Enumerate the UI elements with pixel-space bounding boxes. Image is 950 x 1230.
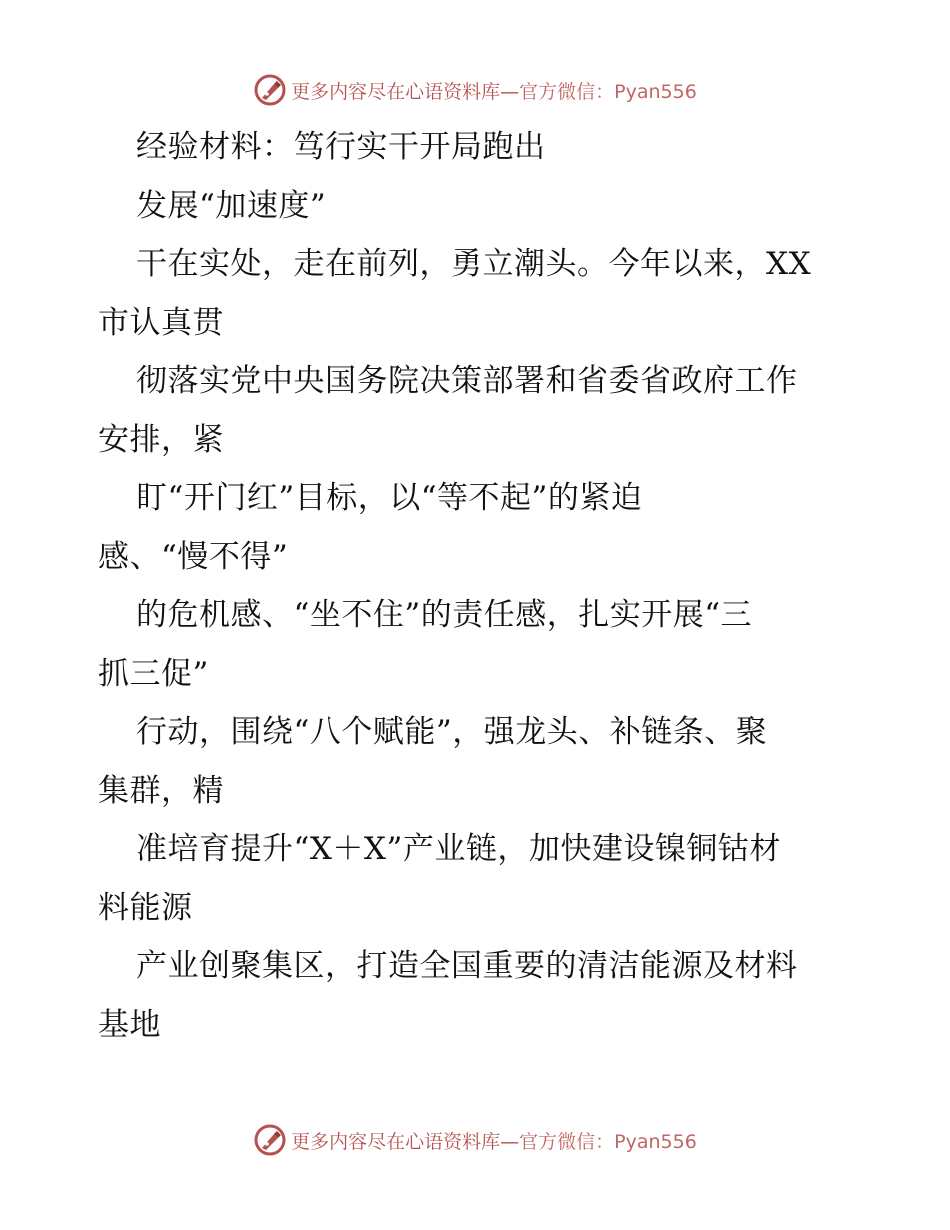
doc-line: 基地 [98,1006,161,1043]
watermark-text: 更多内容尽在心语资料库—官方微信：Pyan556 [291,80,697,103]
doc-line: 盯“开门红”目标，以“等不起”的紧迫 [136,480,643,516]
doc-line: 感、“慢不得” [98,538,289,575]
pen-logo-icon [253,73,287,107]
doc-line: 抓三促” [98,655,209,692]
doc-line: 经验材料：笃行实干开局跑出 [136,129,546,165]
watermark-text: 更多内容尽在心语资料库—官方微信：Pyan556 [291,1130,697,1153]
doc-line: 市认真贯 [98,304,224,341]
doc-line: 的危机感、“坐不住”的责任感，扎实开展“三 [136,597,753,633]
pen-logo-icon [253,1123,287,1157]
doc-line: 彻落实党中央国务院决策部署和省委省政府工作 [136,363,798,399]
doc-line: 产业创聚集区，打造全国重要的清洁能源及材料 [136,948,798,984]
doc-line: 集群，精 [98,772,224,809]
doc-line: 发展“加速度” [136,187,327,224]
header-watermark [0,70,950,110]
doc-line: 行动，围绕“八个赋能”，强龙头、补链条、聚 [136,714,768,750]
doc-line: 准培育提升“X＋X”产业链，加快建设镍铜钴材 [136,831,781,867]
doc-line: 安排，紧 [98,421,224,458]
doc-line: 料能源 [98,889,193,926]
doc-line: 干在实处，走在前列，勇立潮头。今年以来，XX [136,246,812,282]
document-body [98,118,858,1054]
footer-watermark [0,1120,950,1160]
